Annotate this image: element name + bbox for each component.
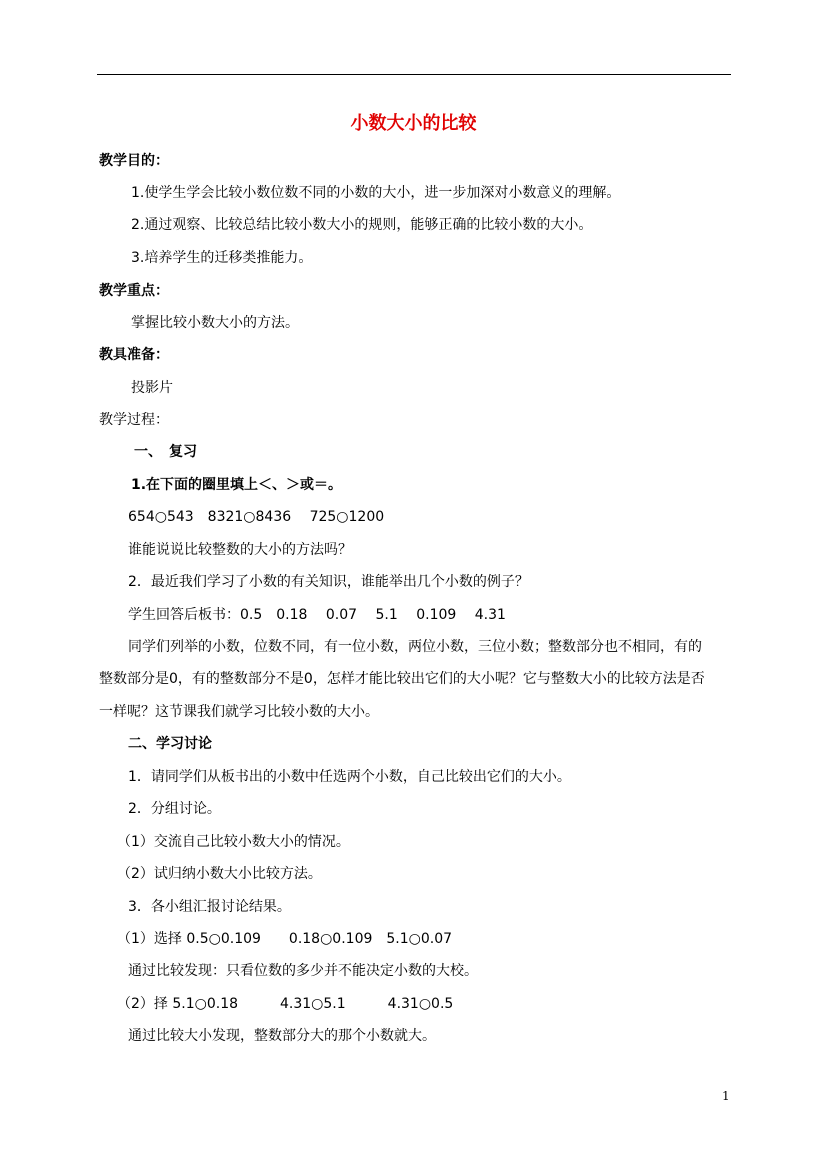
paragraph-line-3: 一样呢？这节课我们就学习比较小数的大小。: [99, 704, 379, 720]
discussion-step-2-1: （1）交流自己比较小数大小的情况。: [117, 834, 350, 850]
key-point-text: 掌握比较小数大小的方法。: [131, 315, 299, 331]
objective-2: 2.通过观察、比较总结比较小数大小的规则，能够正确的比较小数的大小。: [131, 217, 593, 233]
section-discussion: 二、学习讨论: [128, 736, 212, 752]
section-review: 一、 复习: [134, 444, 197, 460]
header-rule: [97, 74, 731, 75]
integer-comparisons: 654○543 8321○8436 725○1200: [128, 509, 385, 525]
discussion-step-1: 1．请同学们从板书出的小数中任选两个小数，自己比较出它们的大小。: [128, 769, 571, 785]
finding-1: 通过比较发现：只看位数的多少并不能决定小数的大校。: [128, 963, 478, 979]
heading-materials: 教具准备：: [99, 347, 169, 363]
materials-text: 投影片: [131, 380, 173, 396]
comparison-set-2: （2）择 5.1○0.18 4.31○5.1 4.31○0.5: [117, 996, 454, 1012]
paragraph-line-2: 整数部分是0，有的整数部分不是0，怎样才能比较出它们的大小呢？它与整数大小的比较方法是否: [99, 671, 705, 687]
comparison-set-1: （1）选择 0.5○0.109 0.18○0.109 5.1○0.07: [117, 931, 453, 947]
heading-objectives: 教学目的：: [99, 153, 169, 169]
discussion-step-2-2: （2）试归纳小数大小比较方法。: [117, 866, 322, 882]
heading-process: 教学过程：: [99, 412, 169, 428]
paragraph-line-1: 同学们列举的小数，位数不同，有一位小数，两位小数，三位小数；整数部分也不相同，有的: [128, 639, 702, 655]
discussion-step-3: 3．各小组汇报讨论结果。: [128, 899, 291, 915]
review-question: 谁能说说比较整数的大小的方法吗？: [128, 542, 352, 558]
heading-key-points: 教学重点：: [99, 283, 169, 299]
objective-1: 1.使学生学会比较小数位数不同的小数的大小，进一步加深对小数意义的理解。: [131, 185, 621, 201]
discussion-step-2: 2．分组讨论。: [128, 801, 221, 817]
finding-2: 通过比较大小发现，整数部分大的那个小数就大。: [128, 1028, 436, 1044]
page-title: 小数大小的比较: [350, 113, 477, 134]
review-task-1: 1.在下面的圈里填上＜、＞或＝。: [131, 477, 343, 493]
review-task-2: 2．最近我们学习了小数的有关知识，谁能举出几个小数的例子？: [128, 574, 529, 590]
objective-3: 3.培养学生的迁移类推能力。: [131, 250, 313, 266]
board-decimals: 学生回答后板书：0.5 0.18 0.07 5.1 0.109 4.31: [128, 607, 506, 623]
page-number: 1: [722, 1089, 730, 1103]
